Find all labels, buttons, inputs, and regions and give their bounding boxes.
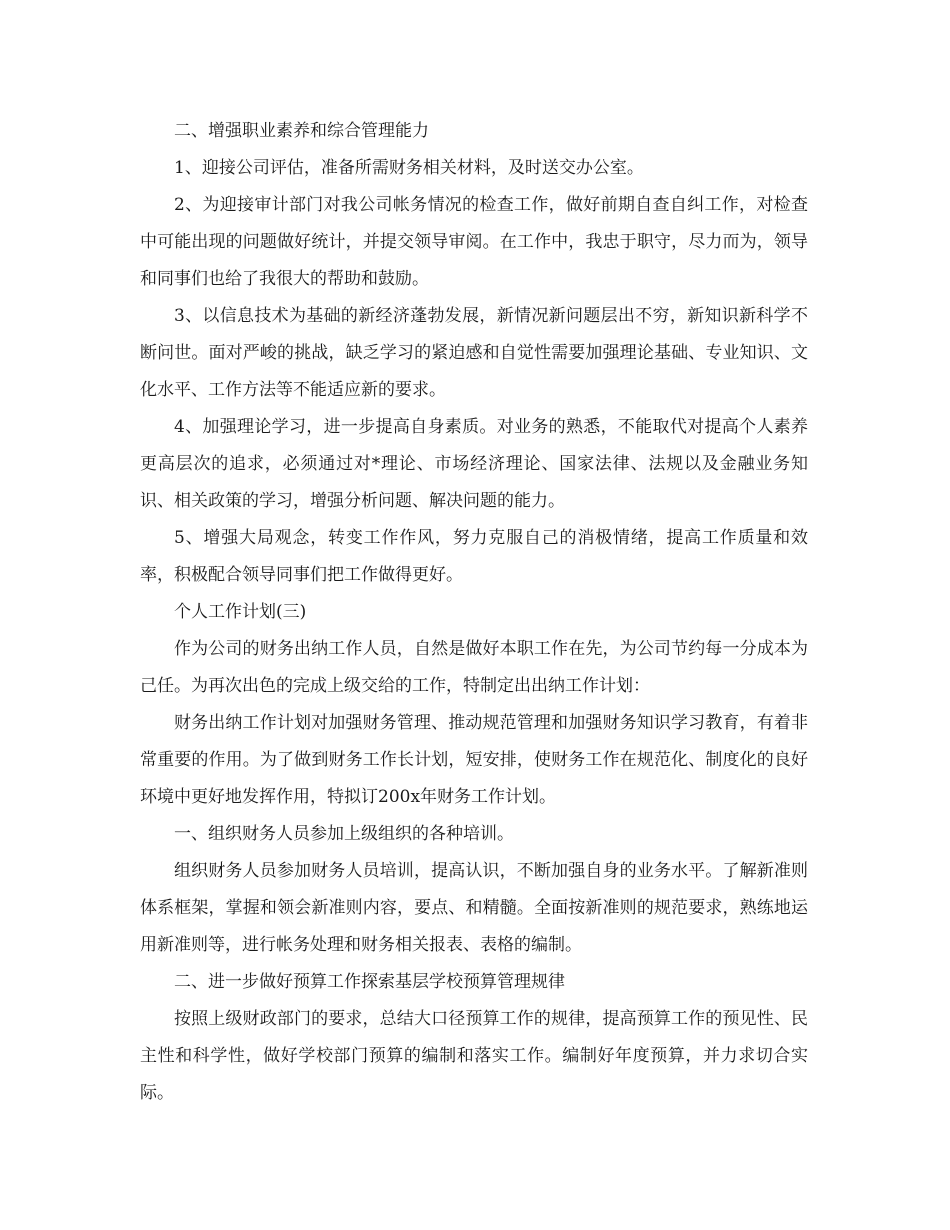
document-body [140, 113, 808, 1112]
paragraph-item-5: 5、增强大局观念，转变工作作风，努力克服自己的消极情绪，提高工作质量和效率，积极配合领导同事们把工作做得更好。 [140, 528, 808, 585]
section-title-work-plan-3: 个人工作计划(三) [174, 602, 307, 622]
paragraph-item-3: 3、以信息技术为基础的新经济蓬勃发展，新情况新问题层出不穷，新知识新科学不断问世。面对严峻的挑战，缺乏学习的紧迫感和自觉性需要加强理论基础、专业知识、文化水平、工作方法等不能适应新的要求。 [140, 306, 808, 400]
paragraph-plan-purpose: 财务出纳工作计划对加强财务管理、推动规范管理和加强财务知识学习教育，有着非常重要的作用。为了做到财务工作长计划，短安排，使财务工作在规范化、制度化的良好环境中更好地发挥作用，特拟订200x年财务工作计划。 [140, 713, 808, 807]
section-heading-budget: 二、进一步做好预算工作探索基层学校预算管理规律 [174, 972, 565, 992]
paragraph-item-4: 4、加强理论学习，进一步提高自身素质。对业务的熟悉，不能取代对提高个人素养更高层次的追求，必须通过对*理论、市场经济理论、国家法律、法规以及金融业务知识、相关政策的学习，增强分析问题、解决问题的能力。 [140, 417, 808, 511]
section-heading-training: 一、组织财务人员参加上级组织的各种培训。 [174, 824, 514, 844]
section-heading-professional-quality: 二、增强职业素养和综合管理能力 [174, 121, 429, 141]
paragraph-budget: 按照上级财政部门的要求，总结大口径预算工作的规律，提高预算工作的预见性、民主性和科学性，做好学校部门预算的编制和落实工作。编制好年度预算，并力求切合实际。 [140, 1009, 808, 1103]
paragraph-item-1: 1、迎接公司评估，准备所需财务相关材料，及时送交办公室。 [174, 158, 644, 178]
paragraph-training: 组织财务人员参加财务人员培训，提高认识，不断加强自身的业务水平。了解新准则体系框架，掌握和领会新准则内容，要点、和精髓。全面按新准则的规范要求，熟练地运用新准则等，进行帐务处理和财务相关报表、表格的编制。 [140, 861, 808, 955]
paragraph-intro: 作为公司的财务出纳工作人员，自然是做好本职工作在先，为公司节约每一分成本为己任。为再次出色的完成上级交给的工作，特制定出出纳工作计划： [140, 639, 808, 696]
paragraph-item-2: 2、为迎接审计部门对我公司帐务情况的检查工作，做好前期自查自纠工作，对检查中可能出现的问题做好统计，并提交领导审阅。在工作中，我忠于职守，尽力而为，领导和同事们也给了我很大的帮助和鼓励。 [140, 195, 808, 289]
